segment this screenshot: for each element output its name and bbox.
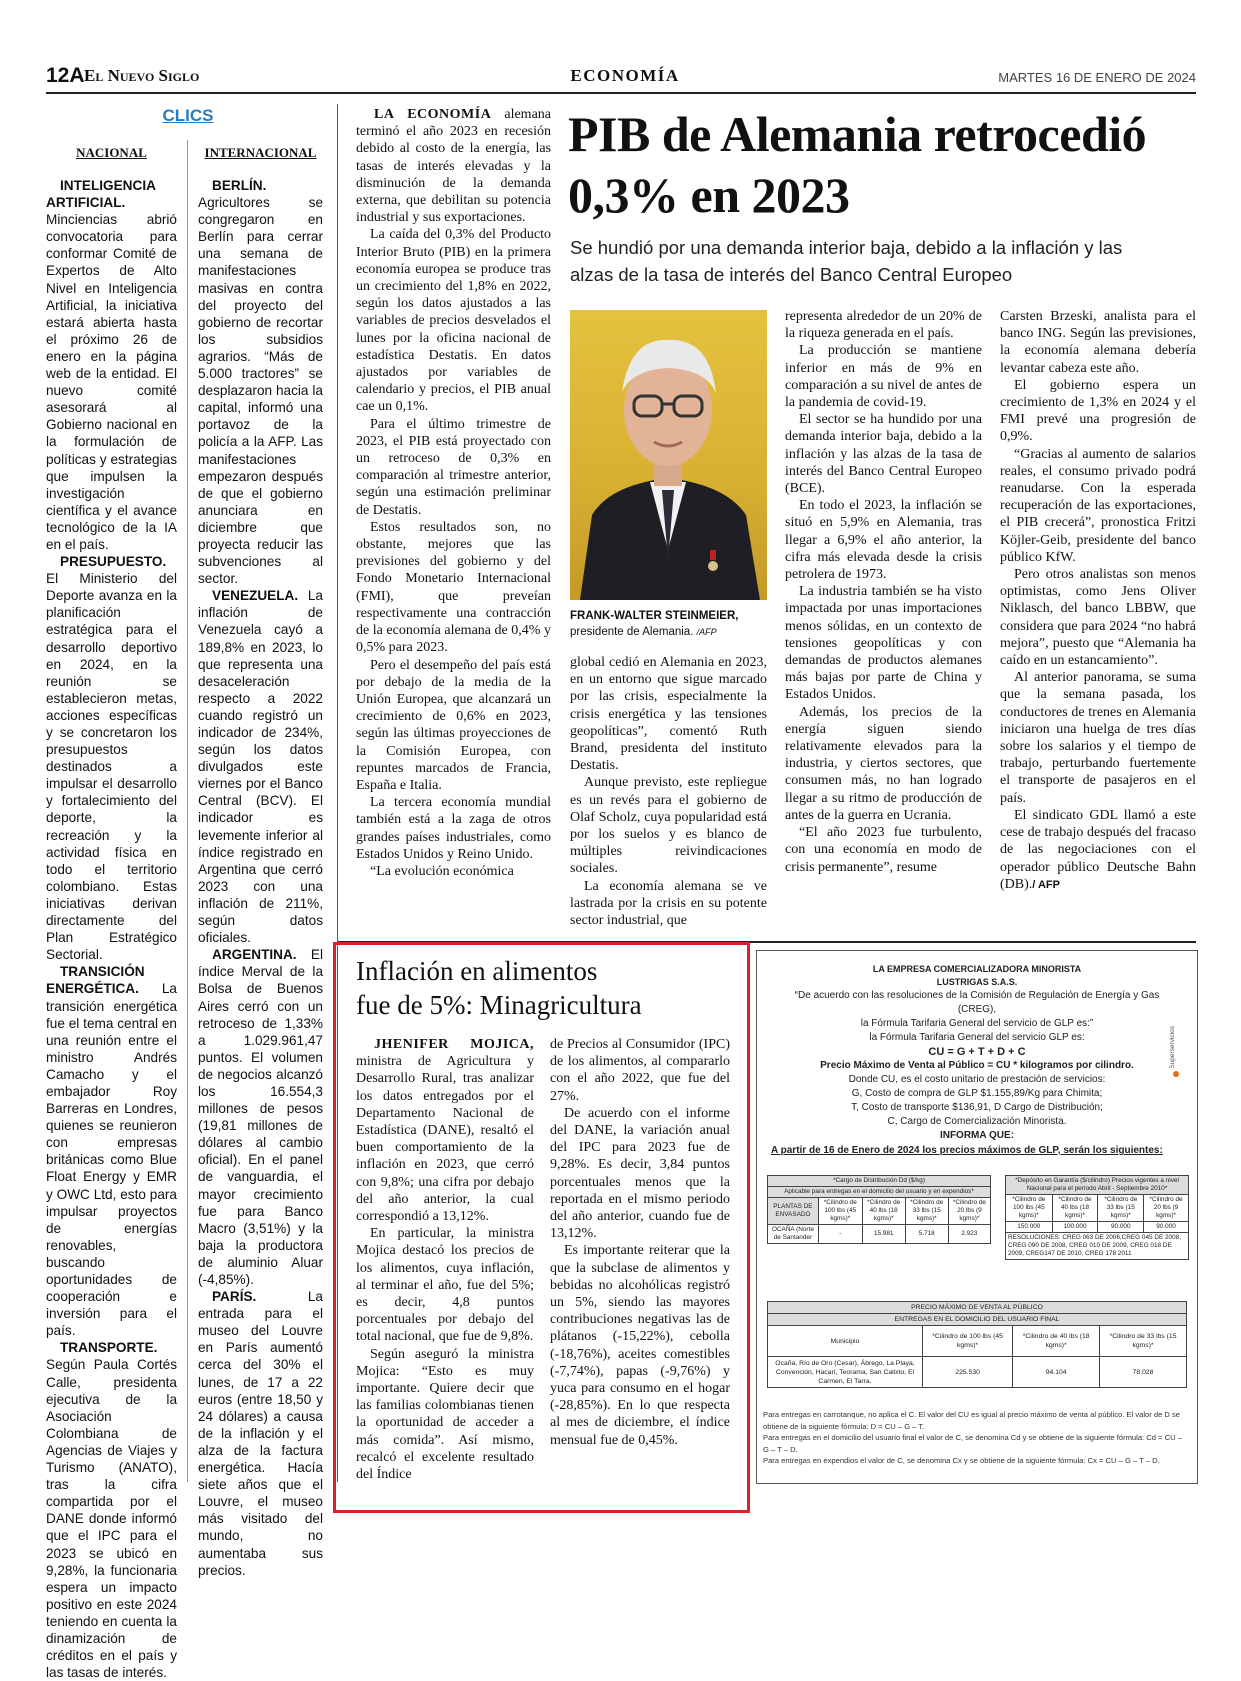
gas-price-notice xyxy=(756,950,1198,1484)
article-paragraph: “Gracias al aumento de salarios reales, el consumo privado podrá reanudarse. Con la esperada recuperación de las exportaciones, el PIB crecerá”, pronostica Fritzi Köjler-Geib, presidente del banco público KfW. xyxy=(1000,446,1196,565)
article-paragraph: de Precios al Consumidor (IPC) de los alimentos, al compararlo con el año 2022, que fue del 27%. xyxy=(550,1037,730,1104)
article-paragraph: Además, los precios de la energía siguen siendo relativamente elevados para la industria, y ciertos sectores, que consumen más, no han logrado llegar a su ritmo de producción de antes de la guerra en Ucrania. xyxy=(785,704,982,823)
clics-item: PRESUPUESTO. El Ministerio del Deporte avanza en la planificación estratégica para el desarrollo deportivo en 2024, en la reunión se establecieron metas, acciones específicas y se concretaron los presupuestos destinados a impulsar el desarrollo y fortalecimiento del deporte, la recreación y la actividad física en todo el territorio colombiano. Estas iniciativas derivan directamente del Plan Estratégico Sectorial. xyxy=(46,554,177,963)
article-paragraph: El sindicato GDL llamó a este cese de trabajo después del fracaso de las negociaciones con el operador público Deutsche Bahn (DB)./ AFP xyxy=(1000,807,1196,892)
ad-effective-date: A partir de 16 de Enero de 2024 los precios máximos de GLP, serán los siguientes: xyxy=(771,1145,1163,1156)
second-article-column-1 xyxy=(356,1036,534,1483)
article-paragraph: La tercera economía mundial también está a la zaga de otros grandes países industriales, como Estados Unidos y Reino Unido. xyxy=(356,795,551,862)
clics-item: PARÍS. La entrada para el museo del Louvre en París aumentó cerca del 30% el lunes, de 17 a 22 euros (entre 18,50 y 24 dólares) a causa de la inflación y el alza de la factura energética. Hacía siete años que el Louvre, el museo más visitado del mundo, no aumentaba sus precios. xyxy=(198,1289,323,1578)
agency-credit: / AFP xyxy=(1032,878,1060,891)
main-article-column-2 xyxy=(570,654,767,929)
second-headline-line-2: fue de 5%: Minagricultura xyxy=(356,990,642,1020)
ad-footnote: Para entregas en el domicilio del usuario final el valor de C, se denomina Cd y se obtiene de la siguiente fórmula: Cd = CU – G – T – D. xyxy=(763,1433,1182,1454)
guarantee-deposit-table xyxy=(1005,1175,1189,1260)
second-headline xyxy=(356,954,736,1022)
main-article-column-3 xyxy=(785,308,982,876)
table-row: OCAÑA (Norte de Santander - 15.981 5.718 2.923 xyxy=(768,1225,991,1244)
table-header-row: PLANTAS DE ENVASADO *Cilindro de 100 lbs (45 kgms)* *Cilindro de 40 lbs (18 kgms)* *Cilindro de 33 lbs (15 kgms)* *Cilindro de 20 lbs (9 kgms)* xyxy=(768,1198,991,1225)
article-paragraph: La industria también se ha visto impactada por unas importaciones menos sólidas, en un contexto de tensiones geopolíticas y con demandas de productos alemanes más bajas por parte de China y Estados Unidos. xyxy=(785,584,982,703)
table-title: *Cargo de Distribución Dd ($/kg) xyxy=(768,1176,991,1187)
article-paragraph: global cedió en Alemania en 2023, en un entorno que sigue marcado por las crisis, especialmente la crisis energética y las tensiones geopolíticas”, comentó Ruth Brand, presidenta del instituto Destatis. xyxy=(570,655,767,774)
internacional-heading: INTERNACIONAL xyxy=(204,145,317,160)
article-paragraph: En particular, la ministra Mojica destacó los precios de los alimentos, cuya inflación, al terminar el año, fue del 5%; es decir, 4,8 puntos porcentuales por debajo del total nacional, que fue de 9,8%. xyxy=(356,1226,534,1345)
second-headline-line-1: Inflación en alimentos xyxy=(356,956,598,986)
ad-definition: T, Costo de transporte $136,91, D Cargo de Distribución; xyxy=(851,1102,1103,1113)
ad-definition: G, Costo de compra de GLP $1.155,89/Kg para Chimita; xyxy=(851,1088,1103,1099)
ad-definition: Donde CU, es el costo unitario de prestación de servicios: xyxy=(848,1074,1106,1085)
ad-informa: INFORMA QUE: xyxy=(939,1130,1015,1141)
ad-footnotes xyxy=(763,1409,1189,1467)
article-paragraph: Según aseguró la ministra Mojica: “Esto es muy importante. Quiere decir que las familias colombianas tienen la oportunidad de acceder a más comida”. Así mismo, recalcó el excelente resultado del Índice xyxy=(356,1346,534,1483)
table-header-row: Municipio *Cilindro de 100 lbs (45 kgms)* *Cilindro de 40 lbs (18 kgms)* *Cilindro de 33 lbs (15 kgms)* xyxy=(768,1326,1187,1357)
article-paragraph: LA ECONOMÍA alemana terminó el año 2023 en recesión debido al costo de la energía, las tasas de interés elevadas y la disminución de la demanda externa, que debilitan su potencia industrial y sus exportaciones. xyxy=(356,107,551,226)
clics-internacional-column xyxy=(198,177,323,1579)
ad-intro: “De acuerdo con las resoluciones de la Comisión de Regulación de Energía y Gas xyxy=(794,990,1160,1001)
article-paragraph: De acuerdo con el informe del DANE, la variación anual del IPC para 2023 fue de 9,28%. Es decir, 3,84 puntos porcentuales menos que la reportada en el mismo periodo del año anterior, cuando fue de 13,12%. xyxy=(550,1105,730,1242)
page-number: 12A xyxy=(46,64,85,87)
clics-item: TRANSICIÓN ENERGÉTICA. La transición energética fue el tema central en una reunión entre el ministro Andrés Camacho y el embajador Roy Barreras en Londres, quienes se reunieron con empresas británicas como Blue Float Energy y EMR y OWC Ltd, esto para impulsar proyectos de energías renovables, buscando oportunidades de cooperación e inversión para el país. xyxy=(46,964,177,1339)
article-paragraph: Al anterior panorama, se suma que la semana pasada, los conductores de trenes en Alemania iniciaron una huelga de tres días sobre los salarios y el tiempo de trabajo, perturbando fuertemente el transporte de pasajeros en el país. xyxy=(1000,670,1196,806)
article-paragraph: Pero el desempeño del país está por debajo de la media de la Unión Europea, que alcanzará un crecimiento de 0,6% en 2023, según las últimas proyecciones de la Comisión Europea, con repuntes marcados de Francia, España e Italia. xyxy=(356,657,551,793)
table-note: RESOLUCIONES: CREG 063 DE 2006,CREG 045 DE 2008, CREG 090 DE 2008, CREG 010 DE 2009, CREG 018 DE 2009, CREG147 DE 2010, CREG 178 2011 xyxy=(1006,1233,1189,1260)
nacional-heading: NACIONAL xyxy=(76,145,147,160)
caption-name: FRANK-WALTER STEINMEIER, xyxy=(570,610,739,622)
ad-footnote: Para entregas en expendios el valor de C, se denomina Cx y se obtiene de la siguiente fórmula: Cx = CU – G – T – D. xyxy=(763,1456,1160,1466)
article-lead: JHENIFER MOJICA, xyxy=(374,1037,534,1052)
ad-formula-price: Precio Máximo de Venta al Público = CU * kilogramos por cilindro. xyxy=(820,1060,1134,1071)
article-paragraph: La economía alemana se ve lastrada por la crisis en su potente sector industrial, que xyxy=(570,878,767,929)
table-row: Ocaña, Río de Oro (Cesar), Ábrego, La Playa, Convención, Hacarí, Teorama, San Calixto, El Carmen, El Tarra. 225.530 94.104 78.028 xyxy=(768,1357,1187,1388)
ad-intro: la Fórmula Tarifaria General del servicio GLP es: xyxy=(869,1032,1085,1043)
article-lead: LA ECONOMÍA xyxy=(374,107,492,122)
section-title: ECONOMÍA xyxy=(570,66,680,85)
clics-item: BERLÍN. Agricultores se congregaron en Berlín para cerrar una semana de manifestaciones masivas en contra del proyecto del gobierno de recortar los subsidios agrarios. “Más de 5.000 tractores” se desplazaron hacia la capital, informó una portavoz de la policía a la AFP. Las manifestaciones empezaron después de que el gobierno anunciara en diciembre que proyecta reducir las subvenciones al sector. xyxy=(198,178,323,587)
article-paragraph: Pero otros analistas son menos optimistas, como Jens Oliver Niklasch, del banco LBBW, que considera que para 2024 “no habrá mejora”, puesto que “Alemania ha caído en un estancamiento”. xyxy=(1000,567,1196,669)
steinmeier-photo xyxy=(570,310,767,600)
article-paragraph: Estos resultados son, no obstante, mejores que las previsiones del gobierno y del Fondo Monetario Internacional (FMI), que preveían respectivamente una contracción de la economía alemana de 0,4% y 0,5% para 2023. xyxy=(356,519,551,656)
ad-footnote: Para entregas en carrotanque, no aplica el C. El valor del CU es igual al precio máximo de venta al público. El valor de D se obtiene de la siguiente fórmula: D = CU – G – T. xyxy=(763,1410,1181,1431)
column-divider xyxy=(187,140,188,1482)
article-paragraph: La caída del 0,3% del Producto Interior Bruto (PIB) en la primera economía europea se produce tras un crecimiento del 1,8% en 2022, según los datos ajustados a las variables de precios desvelados el lunes por la oficina nacional de estadística Destatis. En datos ajustados por variables de calendario y precios, el PIB anual cae un 0,1%. xyxy=(356,227,551,415)
photo-credit: /AFP xyxy=(696,627,717,637)
article-paragraph: El gobierno espera un crecimiento de 1,3% en 2024 y el FMI prevé una progresión de 0,9%. xyxy=(1000,377,1196,445)
distribution-charge-table xyxy=(767,1175,991,1244)
clics-item: INTELIGENCIA ARTIFICIAL. Minciencias abrió convocatoria para conformar Comité de Expertos de Alto Nivel en Inteligencia Artificial, la iniciativa estará abierta hasta el próximo 26 de enero en la página web de la entidad. El nuevo comité asesorará al Gobierno nacional en la formulación de políticas y estrategias que impulsen la investigación científica y el avance tecnológico de la IA en el país. xyxy=(46,178,177,552)
photo-caption xyxy=(570,608,767,640)
article-paragraph: Es importante reiterar que la que la subclase de alimentos y bebidas no alcohólicas registró un 5%, siendo las mayores contribuciones negativas las de plátanos (-15,22%), cebolla (-18,76%), aceites comestibles (-7,74%), papas (-9,76%) y yuca para consumo en el hogar (-28,85%). En lo que respecta al mes de diciembre, el índice mensual fue de 0,45%. xyxy=(550,1243,730,1448)
main-article-column-1 xyxy=(356,106,551,880)
table-row: 150.000 100.000 90.000 90.000 xyxy=(1006,1222,1189,1233)
issue-date: MARTES 16 DE ENERO DE 2024 xyxy=(998,70,1196,85)
article-paragraph: JHENIFER MOJICA, ministra de Agricultura y Desarrollo Rural, tras analizar los datos entregados por el Departamento Nacional de Estadística (DANE), resaltó el buen comportamiento de la inflación en 2023, que cerró con 9,8%; una cifra por debajo del año anterior, la cual correspondió a 13,12%. xyxy=(356,1037,534,1225)
superservicios-logo: Superservicios xyxy=(1169,1026,1183,1096)
table-header-row: *Cilindro de 100 lbs (45 kgms)* *Cilindro de 40 lbs (18 kgms)* *Cilindro de 33 lbs (15 kgms)* *Cilindro de 20 lbs (9 kgms)* xyxy=(1006,1195,1189,1222)
clics-title: CLICS xyxy=(162,106,214,125)
ad-intro: (CREG), xyxy=(957,1004,997,1015)
masthead-rule xyxy=(46,92,1196,94)
main-headline: PIB de Alemania retrocedió 0,3% en 2023 xyxy=(568,106,1147,223)
clics-item: VENEZUELA. La inflación de Venezuela cayó a 189,8% en 2023, lo que representa una desaceleración respecto a 2022 cuando registró un indicador de 234%, según los datos divulgados este viernes por el Banco Central (BCV). El indicador es levemente inferior al índice registrado en Argentina que cerró 2023 con una inflación de 211%, según datos oficiales. xyxy=(198,588,323,946)
article-paragraph: representa alrededor de un 20% de la riqueza generada en el país. xyxy=(785,309,982,342)
ad-company-name: LUSTRIGAS S.A.S. xyxy=(936,977,1018,987)
caption-role: presidente de Alemania. xyxy=(570,626,694,638)
article-paragraph: La producción se mantiene inferior en más de 9% en comparación a su nivel de antes de la pandemia de covid-19. xyxy=(785,343,982,411)
ad-intro: la Fórmula Tarifaria General del servicio de GLP es:” xyxy=(860,1018,1094,1029)
portrait-illustration xyxy=(570,310,767,600)
article-paragraph: “El año 2023 fue turbulento, con una economía en modo de crisis permanente”, resume xyxy=(785,825,982,875)
table-subtitle: Aplicable para entregas en el domicilio del usuario y en expendios* xyxy=(768,1187,991,1198)
second-article-column-2 xyxy=(550,1036,730,1449)
clics-nacional-column xyxy=(46,177,177,1681)
table-title: *Depósito en Garantía ($/cilindro) Precios vigentes a nivel Nacional para el período Abril - Septiembre 2010* xyxy=(1006,1176,1189,1195)
clics-item: TRANSPORTE. Según Paula Cortés Calle, presidenta ejecutiva de la Asociación Colombiana de Agencias de Viajes y Turismo (ANATO), tras la cifra compartida por el DANE donde informó que el IPC para el 2023 se ubicó en 9,28%, la funcionaria espera un impacto positivo en este 2024 teniendo en cuenta la dinamización de créditos en el país y las tasas de interés. xyxy=(46,1340,177,1681)
paper-name: El Nuevo Siglo xyxy=(84,66,200,85)
max-price-table xyxy=(767,1301,1187,1388)
ad-company: LA EMPRESA COMERCIALIZADORA MINORISTA xyxy=(872,964,1082,974)
main-article-column-4 xyxy=(1000,308,1196,894)
table-subtitle: ENTREGAS EN EL DOMICILIO DEL USUARIO FINAL xyxy=(768,1314,1187,1326)
main-subhead: Se hundió por una demanda interior baja, debido a la inflación y las alzas de la tasa de interés del Banco Central Europeo xyxy=(570,237,1123,285)
ad-definition: C, Cargo de Comercialización Minorista. xyxy=(887,1116,1067,1127)
article-paragraph: Para el último trimestre de 2023, el PIB está proyectado con un retroceso de 0,3% en comparación al trimestre anterior, según una estimación preliminar de Destatis. xyxy=(356,416,551,518)
article-paragraph: En todo el 2023, la inflación se situó en 5,9% en Alemania, tras llegar a 6,9% el año anterior, la cifra más elevada desde la crisis petrolera de 1973. xyxy=(785,498,982,583)
ad-formula: CU = G + T + D + C xyxy=(928,1046,1026,1058)
article-paragraph: El sector se ha hundido por una demanda interior baja, debido a la inflación y las alzas de la tasa de interés del Banco Central Europeo (BCE). xyxy=(785,412,982,497)
clics-item: ARGENTINA. El índice Merval de la Bolsa de Buenos Aires cerró con un retroceso de 1,33% a 1.029.961,47 puntos. El volumen de negocios alcanzó los 16.554,3 millones de pesos (19,81 millones de dólares al cambio oficial). En el panel de vanguardia, el mayor crecimiento fue para Banco Macro (3,51%) y la baja la productora de aluminio Aluar (-4,85%). xyxy=(198,947,323,1287)
table-title: PRECIO MÁXIMO DE VENTA AL PÚBLICO xyxy=(768,1302,1187,1314)
article-paragraph: Carsten Brzeski, analista para el banco ING. Según las previsiones, la economía alemana debería levantar cabeza este año. xyxy=(1000,309,1196,376)
article-paragraph: “La evolución económica xyxy=(370,863,514,879)
article-paragraph: Aunque previsto, este repliegue es un revés para el gobierno de Olaf Scholz, cuya popularidad está por los suelos y es blanco de múltiples reivindicaciones sociales. xyxy=(570,775,767,877)
